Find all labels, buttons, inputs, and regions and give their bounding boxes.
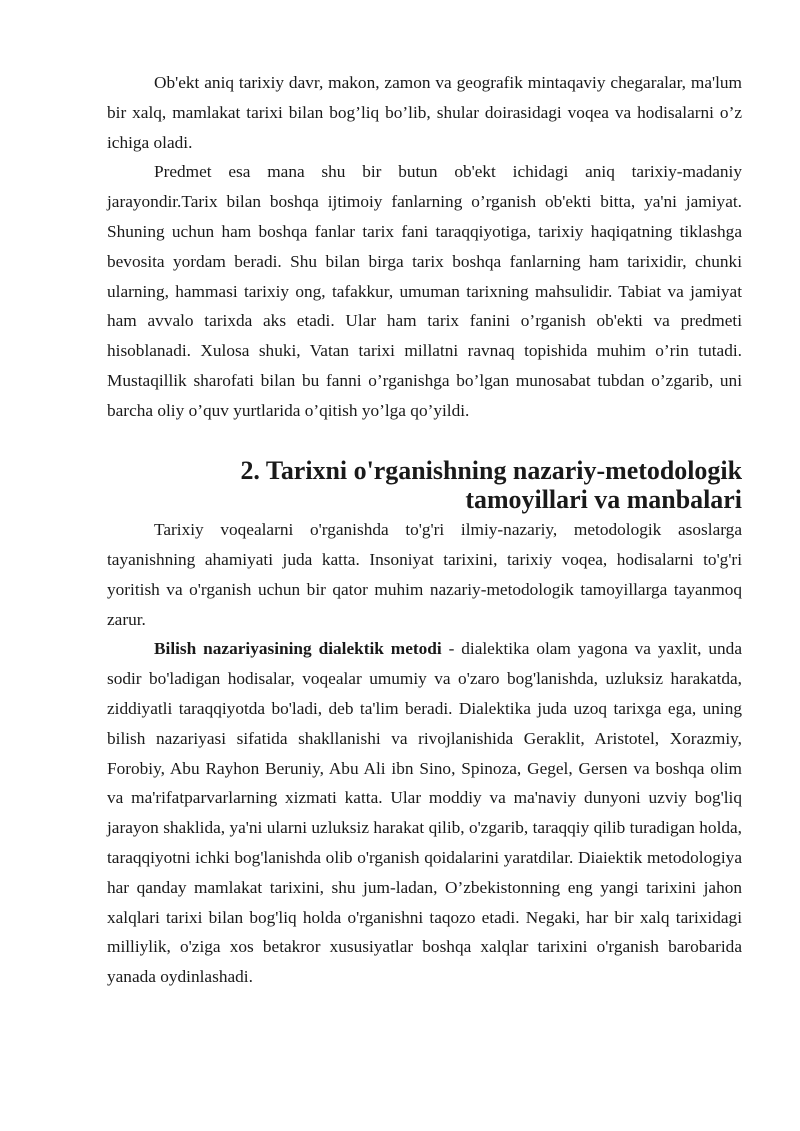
paragraph-object-definition: Ob'ekt aniq tarixiy davr, makon, zamon va geografik mintaqaviy chegaralar, ma'lum bir xalq, mamlakat tarixi bilan bog’liq bo’lib, shular doirasidagi voqea va hodisalarni o’z ichiga oladi. [107,73,742,152]
paragraph-methodology-intro: Tarixiy voqealarni o'rganishda to'g'ri ilmiy-nazariy, metodologik asoslarga tayanishning ahamiyati juda katta. Insoniyat tarixini, tarixiy voqea, hodisalarni to'g'ri yoritish va o'rganish uchun bir qator muhim nazariy-metodologik tamoyillarga tayanmoq zarur. [107,520,742,629]
dialectic-method-text: - dialektika olam yagona va yaxlit, unda sodir bo'ladigan hodisalar, voqealar umumiy va o'zaro bog'lanishda, uzluksiz harakatda, ziddiyatli taraqqiyotda bo'ladi, deb ta'lim beradi. Dialektika juda uzoq tarixga ega, uning bilish nazariyasi sifatida shakllanishi va rivojlanishida Geraklit, Aristotel, Xorazmiy, Forobiy, Abu Rayhon Beruniy, Abu Ali ibn Sino, Spinoza, Gegel, Gersen va boshqa olim va ma'rifatparvarlarning xizmati katta. Ular moddiy va ma'naviy dunyoni uzviy bog'liq jarayon shaklida, ya'ni ularni uzluksiz harakat qilib, o'zgarib, taraqqiy qilib turadigan holda, taraqqiyotni ichki bog'lanishda olib o'rganish qoidalarini yaratdilar. Diaiektik metodologiya har qanday mamlakat tarixini, shu jum-ladan, O’zbekistonning eng yangi tarixini jahon xalqlari tarixi bilan bog'liq holda o'rganishni taqozo etadi. Negaki, har bir xalq tarixidagi milliylik, o'ziga xos betakror xususiyatlar boshqa xalqlar tarixini o'rganish barobarida yanada oydinlashadi. [107,639,742,987]
document-page [107,68,742,992]
paragraph-subject-definition: Predmet esa mana shu bir butun ob'ekt ichidagi aniq tarixiy-madaniy jarayondir.Tarix bilan boshqa ijtimoiy fanlarning o’rganish ob'ekti bitta, ya'ni jamiyat. Shuning uchun ham boshqa fanlar tarix fani taraqqiyotiga, tarixiy haqiqatning tiklashga bevosita yordam beradi. Shu bilan birga tarix boshqa fanlarning ham tarixidir, chunki ularning, hammasi tarixiy ong, tafakkur, umuman tarixning mahsulidir. Tabiat va jamiyat ham avvalo tarixda aks etadi. Ular ham tarix fanini o’rganish ob'ekti va predmeti hisoblanadi. Xulosa shuki, Vatan tarixi millatni ravnaq topishida muhim o’rin tutadi. Mustaqillik sharofati bilan bu fanni o’rganishga bo’lgan munosabat tubdan o’zgarib, uni barcha oliy o’quv yurtlarida o’qitish yo’lga qo’yildi. [107,162,742,420]
paragraph-dialectic-method [107,634,742,992]
dialectic-method-term: Bilish nazariyasining dialektik metodi [154,639,442,659]
section-heading: 2. Tarixni o'rganishning nazariy-metodologik tamoyillari va manbalari [240,455,742,515]
